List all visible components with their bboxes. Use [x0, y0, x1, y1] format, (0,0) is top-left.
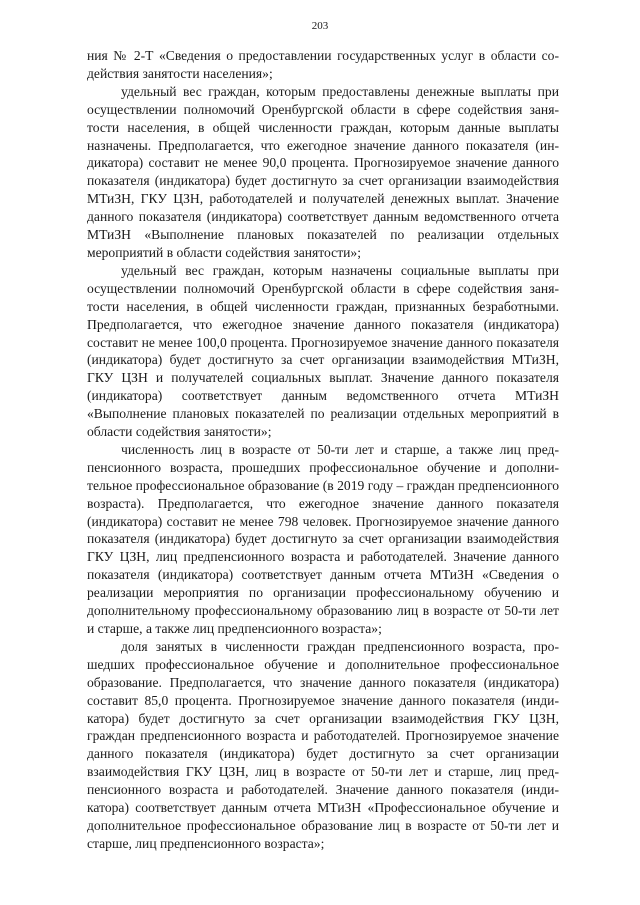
paragraph-training-count: численность лиц в возрасте от 50-ти лет и старше, а также лиц предпенсионного возраста, прошедших профессиональное обучение и дополнительное профессиональное образование (в 2019 году – граждан предпенсионного возраста). Предполагается, что ежегодное значение данного показателя (индикатора) составит не менее 798 человек. Прогнозируемое значение данного показателя (индикатора) будет достигнуто за счет организации взаимодействия ГКУ ЦЗН, лиц предпенсионного возраста и работодателей. Значение данного показателя (индикатора) соответствует данным отчета МТиЗН «Сведения о реализации мероприятия по организации профессиональному обучению и дополнительному профессиональному образованию лиц в возрасте от 50-ти лет и старше, а также лиц предпенсионного возраста»;	[87, 441, 559, 636]
paragraph-continuation: ния № 2-Т «Сведения о предоставлении государственных услуг в области содействия занятости населения»;	[87, 48, 559, 81]
paragraph-social-payments: удельный вес граждан, которым назначены социальные выплаты при осуществлении полномочий Оренбургской области в сфере содействия занятости населения, в общей численности граждан, признанных безработными. Предполагается, что ежегодное значение данного показателя (индикатора) составит не менее 100,0 процента. Прогнозируемое значение данного показателя (индикатора) будет достигнуто за счет организации взаимодействия МТиЗН, ГКУ ЦЗН и получателей социальных выплат. Значение данного показателя (индикатора) соответствует данным ведомственного отчета МТиЗН «Выполнение плановых показателей по реализации отдельных мероприятий в области содействия занятости»;	[87, 262, 559, 440]
document-body	[87, 47, 559, 853]
paragraph-monetary-payments: удельный вес граждан, которым предоставлены денежные выплаты при осуществлении полномочий Оренбургской области в сфере содействия занятости населения, в общей численности граждан, которым данные выплаты назначены. Предполагается, что ежегодное значение данного показателя (индикатора) составит не менее 90,0 процента. Прогнозируемое значение данного показателя (индикатора) будет достигнуто за счет организации взаимодействия МТиЗН, ГКУ ЦЗН, работодателей и получателей денежных выплат. Значение данного показателя (индикатора) соответствует данным ведомственного отчета МТиЗН «Выполнение плановых показателей по реализации отдельных мероприятий в области содействия занятости»;	[87, 83, 559, 260]
page-number: 203	[311, 20, 329, 32]
paragraph-employed-share: доля занятых в численности граждан предпенсионного возраста, прошедших профессиональное обучение и дополнительное профессиональное образование. Предполагается, что значение данного показателя (индикатора) составит 85,0 процента. Прогнозируемое значение данного показателя (индикатора) будет достигнуто за счет организации взаимодействия ГКУ ЦЗН, граждан предпенсионного возраста и работодателей. Прогнозируемое значение данного показателя (индикатора) будет достигнуто за счет организации взаимодействия ГКУ ЦЗН, лиц в возрасте от 50-ти лет и старше, лиц предпенсионного возраста и работодателей. Значение данного показателя (индикатора) соответствует данным отчета МТиЗН «Профессиональное обучение и дополнительное профессиональное образование лиц в возрасте от 50-ти лет и старше, лиц предпенсионного возраста»;	[87, 638, 559, 851]
